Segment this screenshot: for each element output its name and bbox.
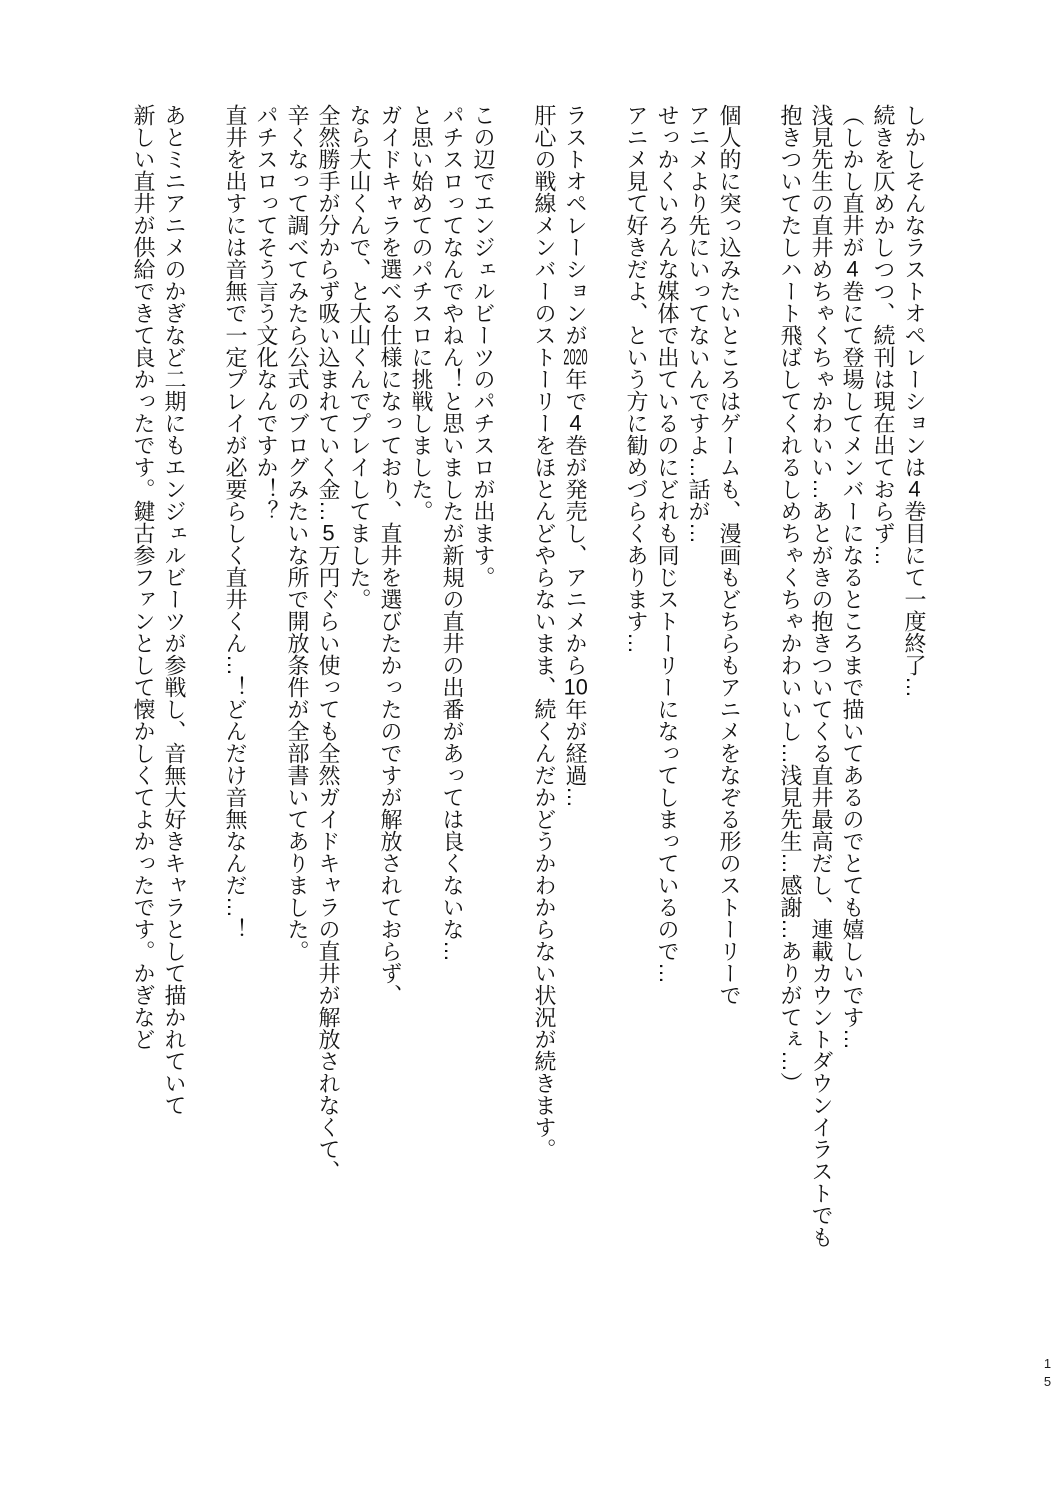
page-number: 15 [1040,1356,1055,1392]
paragraph-2 [621,104,745,1274]
text-line: アニメより先にいってないんですよ…話が… [686,104,711,544]
tatechuyoko-number: 4 [569,412,582,434]
paragraph-1 [775,104,930,1274]
text-line: アニメ見て好きだよ、という方に勧めづらくあります… [624,104,649,654]
text-line: 新しい直井が供給できて良かったです。鍵古参ファンとして懐かしくてよかったです。かぎなど [131,104,156,1050]
text-line: 肝心の戦線メンバーのストーリーをほとんどやらないまま、続くんだかどうかわからない状況が続きます。 [532,104,557,1160]
paragraph-5 [128,104,190,1274]
text-line: あとミニアニメのかぎなど二期にもエンジェルビーツが参戦し、音無大好きキャラとして描かれていて [162,104,187,1116]
tatechuyoko-number: 10 [563,676,588,698]
text-line: パチスロってそう言う文化なんですか！？ [254,104,279,522]
tatechuyoko-number: 4 [846,258,859,280]
text-line: パチスロってなんでやねん！と思いましたが新規の直井の出番があっては良くないな… [440,104,465,962]
text-line: 続きを仄めかしつつ、続刊は現在出ておらず… [871,104,896,566]
text-line: 抱きついてたしハート飛ばしてくれるしめちゃくちゃかわいいし…浅見先生…感謝…ありがてぇ…） [778,104,803,1094]
paragraph-3 [529,104,591,1274]
text-line: 個人的に突っ込みたいところはゲームも、漫画もどちらもアニメをなぞる形のストーリーで [717,104,742,1006]
text-line: 全然勝手が分からず吸い込まれていく金…5万円ぐらい使っても全然ガイドキャラの直井が解放されなくて、 [316,104,341,1182]
text-line: 浅見先生の直井めちゃくちゃかわいい…あとがきの抱きついてくる直井最高だし、連載カウントダウンイラストでも [809,104,834,1248]
tatechuyoko-number: 5 [322,522,335,544]
text-line: 辛くなって調べてみたら公式のブログみたいな所で開放条件が全部書いてありました。 [285,104,310,962]
text-line: せっかくいろんな媒体で出ているのにどれも同じストーリーになってしまっているので… [655,104,680,984]
afterword-vertical-text [128,104,930,1274]
text-line: この辺でエンジェルビーツのパチスロが出ます。 [471,104,496,588]
paragraph-4 [220,104,499,1274]
text-line: ラストオペレーションが2020年で4巻が発売し、アニメから10年が経過… [563,104,588,808]
tatechuyoko-number: 4 [908,478,921,500]
text-line: しかしそんなラストオペレーションは4巻目にて一度終了… [902,104,927,698]
text-line: （しかし直井が4巻にて登場してメンバーになるところまで描いてあるのでとても嬉しいです… [840,104,865,1050]
text-line: と思い始めてのパチスロに挑戦しました。 [409,104,434,522]
text-line: ガイドキャラを選べる仕様になっており、直井を選びたかったのですが解放されておらず、 [378,104,403,1006]
text-line: 直井を出すには音無で一定プレイが必要らしく直井くん…！どんだけ音無なんだ…！ [223,104,248,940]
tatechuyoko-number: 2020 [563,346,588,368]
text-line: なら大山くんで、と大山くんでプレイしてました。 [347,104,372,610]
